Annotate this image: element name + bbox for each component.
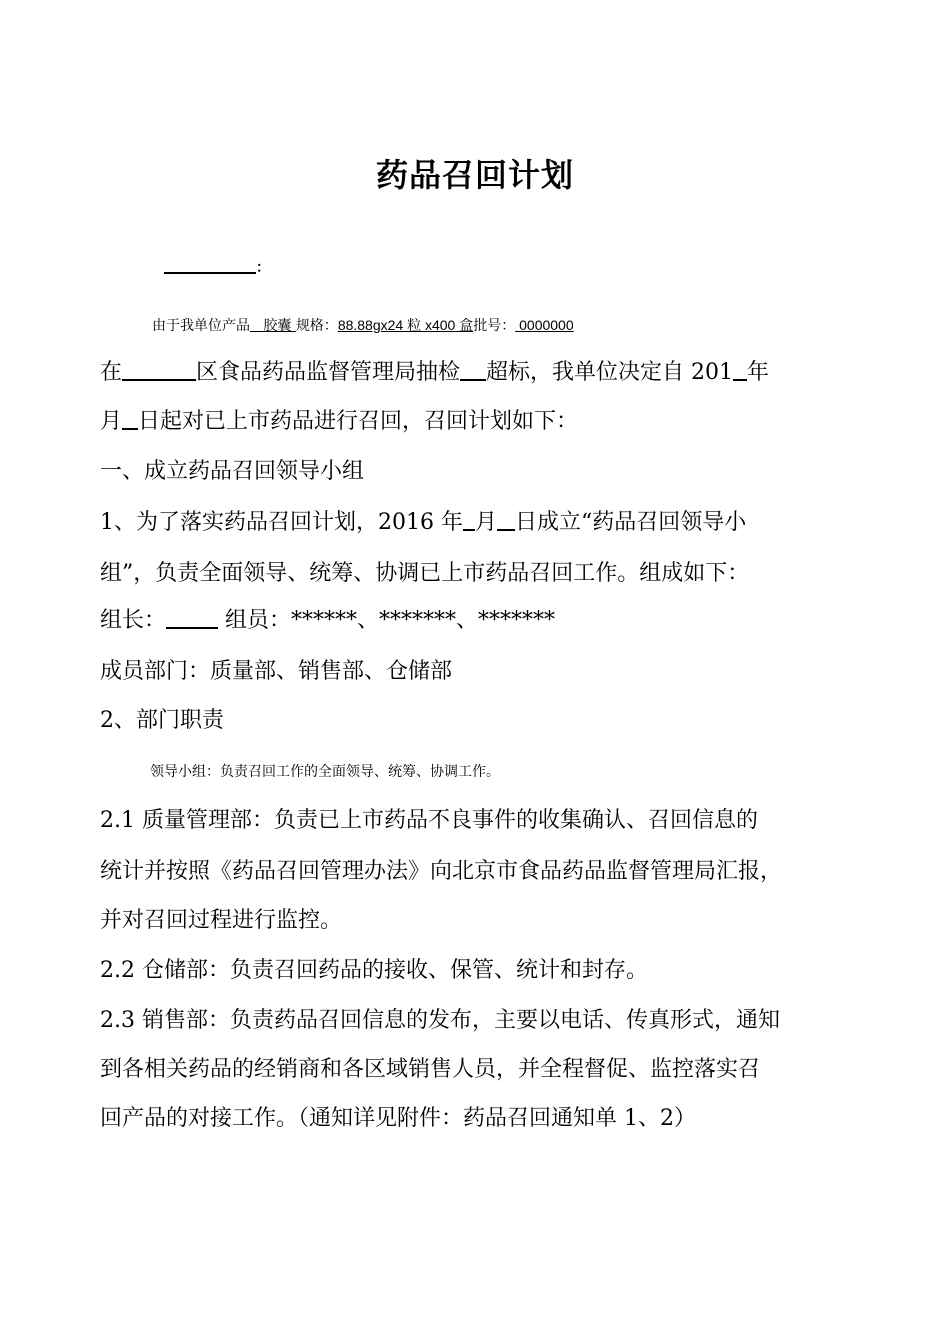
quality-duty-line-1: 2.1 质量管理部：负责已上市药品不良事件的收集确认、召回信息的 — [100, 808, 758, 833]
storage-duty: 2.2 仓储部：负责召回药品的接收、保管、统计和封存。 — [100, 958, 648, 983]
item-1-line-1: 1、为了落实药品召回计划，2016 年 月 日成立“药品召回领导小 — [100, 510, 747, 535]
month-blank — [463, 509, 475, 531]
district-blank — [122, 359, 196, 381]
members-list: 组员：******、*******、******* — [218, 608, 556, 633]
sales-duty-line-1: 2.3 销售部：负责药品召回信息的发布，主要以电话、传真形式，通知 — [100, 1008, 780, 1033]
leader-blank — [166, 607, 218, 629]
page-title: 药品召回计划 — [375, 156, 574, 194]
sales-duty-line-3: 回产品的对接工作。（通知详见附件：药品召回通知单 1、2） — [100, 1106, 696, 1131]
batch-number: 0000000 — [519, 317, 574, 333]
product-name: 胶囊 — [263, 318, 292, 334]
item-2-heading: 2、部门职责 — [100, 708, 224, 733]
quality-duty-line-2: 统计并按照《药品召回管理办法》向北京市食品药品监督管理局汇报， — [100, 859, 783, 884]
item-1-line-2: 组”，负责全面领导、统筹、协调已上市药品召回工作。组成如下： — [100, 561, 750, 586]
product-spec: 88.88gx24 粒 x400 盒 — [337, 317, 474, 333]
year-blank — [733, 359, 747, 381]
section-1-heading: 一、成立药品召回领导小组 — [100, 459, 365, 484]
salutation-line — [164, 252, 924, 283]
quality-duty-line-3: 并对召回过程进行监控。 — [100, 908, 343, 933]
paragraph-1-line-2: 在 区食品药品监督管理局抽检 超标，我单位决定自 201 年 — [100, 360, 770, 385]
salutation-colon: ： — [256, 260, 270, 276]
date-blank — [497, 509, 515, 531]
departments-line: 成员部门：质量部、销售部、仓储部 — [100, 659, 453, 684]
item-blank — [460, 359, 486, 381]
lead-group-duty: 领导小组：负责召回工作的全面领导、统筹、协调工作。 — [150, 764, 500, 780]
paragraph-1-line-3: 月 日起对已上市药品进行召回，召回计划如下： — [100, 409, 579, 434]
sales-duty-line-2: 到各相关药品的经销商和各区域销售人员，并全程督促、监控落实召 — [100, 1057, 761, 1082]
day-blank — [122, 408, 138, 430]
recipient-blank — [164, 252, 256, 274]
paragraph-1-line-1: 由于我单位产品 胶囊 规格：88.88gx24 粒 x400 盒批号： 0000000 — [152, 317, 574, 334]
leader-line: 组长： 组员：******、*******、******* — [100, 608, 556, 633]
